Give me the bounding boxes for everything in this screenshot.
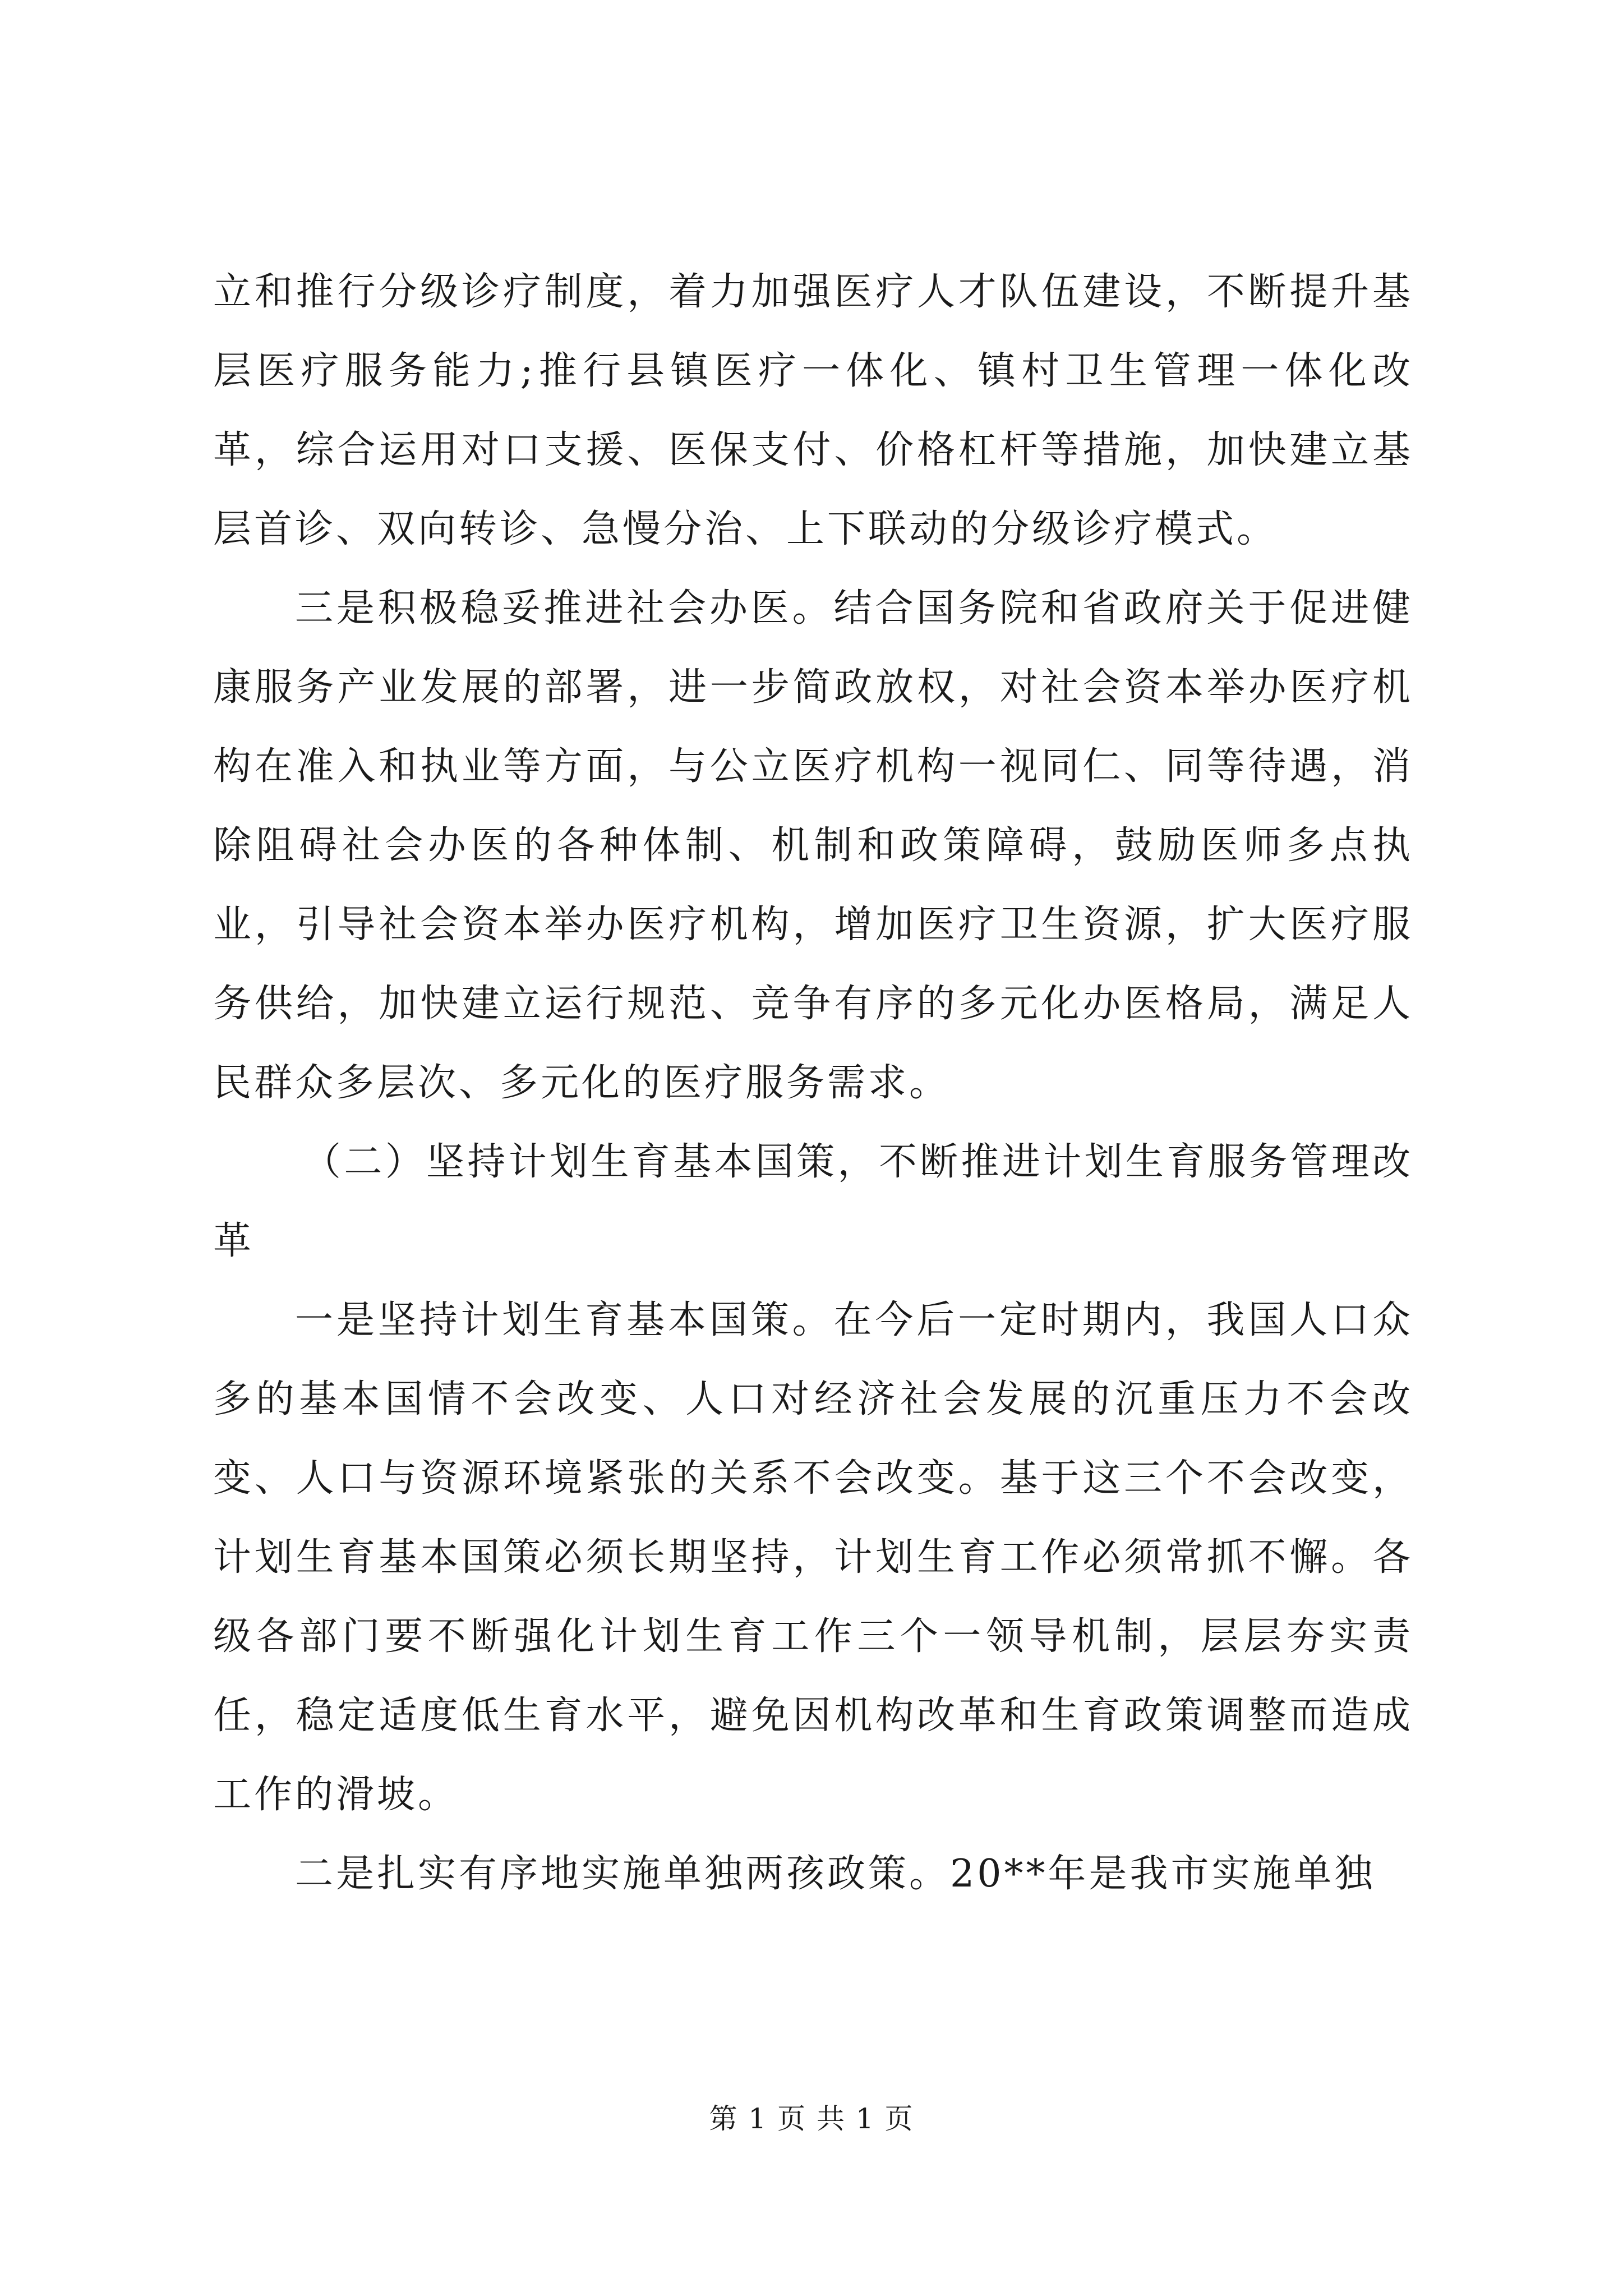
paragraph-two-child-policy: 二是扎实有序地实施单独两孩政策。20**年是我市实施单独 bbox=[295, 1852, 1376, 1896]
document-body bbox=[213, 252, 1413, 1913]
section-heading: （二）坚持计划生育基本国策，不断推进计划生育服务管理改革 bbox=[213, 1140, 1413, 1263]
paragraph-social-medical: 三是积极稳妥推进社会办医。结合国务院和省政府关于促进健康服务产业发展的部署，进一步简政放权，对社会资本举办医疗机构在准入和执业等方面，与公立医疗机构一视同仁、同等待遇，消除阻碍社会办医的各种体制、机制和政策障碍，鼓励医师多点执业，引导社会资本举办医疗机构，增加医疗卫生资源，扩大医疗服务供给，加快建立运行规范、竞争有序的多元化办医格局，满足人民群众多层次、多元化的医疗服务需求。 bbox=[213, 586, 1413, 1105]
paragraph-continuation: 立和推行分级诊疗制度，着力加强医疗人才队伍建设，不断提升基层医疗服务能力;推行县镇医疗一体化、镇村卫生管理一体化改革，综合运用对口支援、医保支付、价格杠杆等措施，加快建立基层首诊、双向转诊、急慢分治、上下联动的分级诊疗模式。 bbox=[213, 270, 1413, 551]
paragraph-family-planning: 一是坚持计划生育基本国策。在今后一定时期内，我国人口众多的基本国情不会改变、人口对经济社会发展的沉重压力不会改变、人口与资源环境紧张的关系不会改变。基于这三个不会改变，计划生育基本国策必须长期坚持，计划生育工作必须常抓不懈。各级各部门要不断强化计划生育工作三个一领导机制，层层夯实责任，稳定适度低生育水平，避免因机构改革和生育政策调整而造成工作的滑坡。 bbox=[213, 1298, 1413, 1817]
page-footer: 第 1 页 共 1 页 bbox=[709, 2102, 914, 2135]
